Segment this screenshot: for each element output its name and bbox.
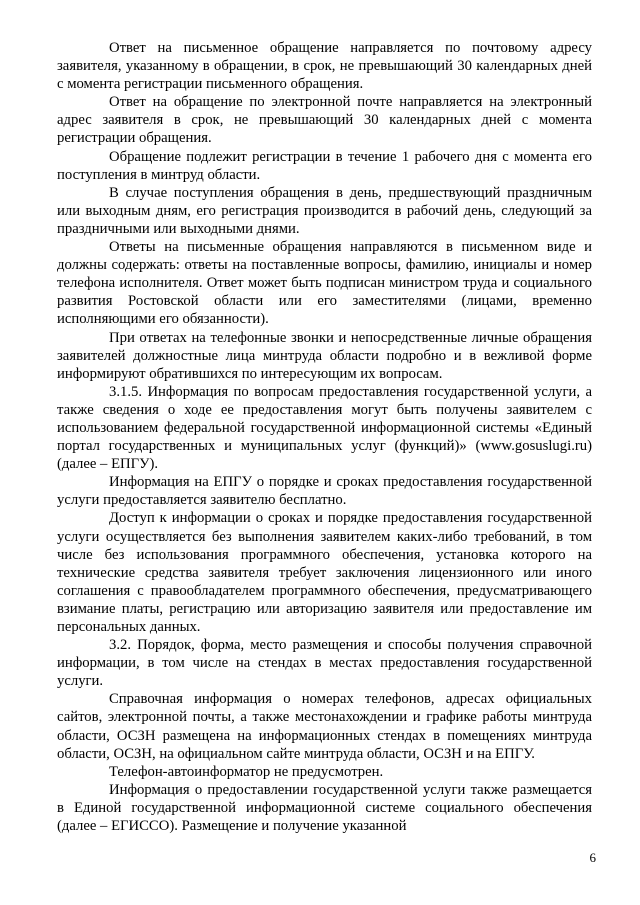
paragraph-4: В случае поступления обращения в день, предшествующий праздничным или выходным дням, его регистрация производится в рабочий день, следующий за праздничными или выходными днями. [57,184,592,237]
paragraph-5: Ответы на письменные обращения направляются в письменном виде и должны содержать: ответы на поставленные вопросы, фамилию, инициалы и номер телефона исполнителя. Ответ может быть подписан министром труда и социального развития Ростовской области или его заместителями (лицами, временно исполняющими его обязанности). [57,239,592,328]
document-body [57,39,592,835]
paragraph-7: 3.1.5. Информация по вопросам предоставления государственной услуги, а также сведения о ходе ее предоставления могут быть получены заявителем с использованием федеральной государственной информационной системы «Единый портал государственных и муниципальных услуг (функций)» (www.gosuslugi.ru) (далее – ЕПГУ). [57,383,592,473]
paragraph-11: Справочная информация о номерах телефонов, адресах официальных сайтов, электронной почты, а также местонахождении и графике работы минтруда области, ОСЗН размещена на информационных стендах в помещениях минтруда области, ОСЗН, на официальном сайте минтруда области, ОСЗН и на ЕПГУ. [57,691,592,762]
paragraph-13: Информация о предоставлении государственной услуги также размещается в Единой государственной информационной системе социального обеспечения (далее – ЕГИССО). Размещение и получение указанной [57,781,592,835]
paragraph-12: Телефон-автоинформатор не предусмотрен. [109,763,384,780]
paragraph-1: Ответ на письменное обращение направляется по почтовому адресу заявителя, указанному в обращении, в срок, не превышающий 30 календарных дней с момента регистрации письменного обращения. [57,40,592,93]
paragraph-2: Ответ на обращение по электронной почте направляется на электронный адрес заявителя в срок, не превышающий 30 календарных дней с момента регистрации обращения. [57,94,592,147]
paragraph-9: Доступ к информации о сроках и порядке предоставления государственной услуги осуществляется без выполнения заявителем каких-либо требований, в том числе без использования программного обеспечения, установка которого на технические средства заявителя требует заключения лицензионного или иного соглашения с правообладателем программного обеспечения, предусматривающего взимание платы, регистрацию или авторизацию заявителя или предоставление им персональных данных. [57,510,592,635]
paragraph-10: 3.2. Порядок, форма, место размещения и способы получения справочной информации, в том числе на стендах в местах предоставления государственной услуги. [57,637,592,690]
paragraph-3: Обращение подлежит регистрации в течение 1 рабочего дня с момента его поступления в минтруд области. [57,148,592,183]
page-number: 6 [589,850,596,865]
paragraph-6: При ответах на телефонные звонки и непосредственные личные обращения заявителей должностные лица минтруда области подробно и в вежливой форме информируют обратившихся по интересующим их вопросам. [57,329,592,382]
paragraph-8: Информация на ЕПГУ о порядке и сроках предоставления государственной услуги предоставляется заявителю бесплатно. [57,474,592,509]
